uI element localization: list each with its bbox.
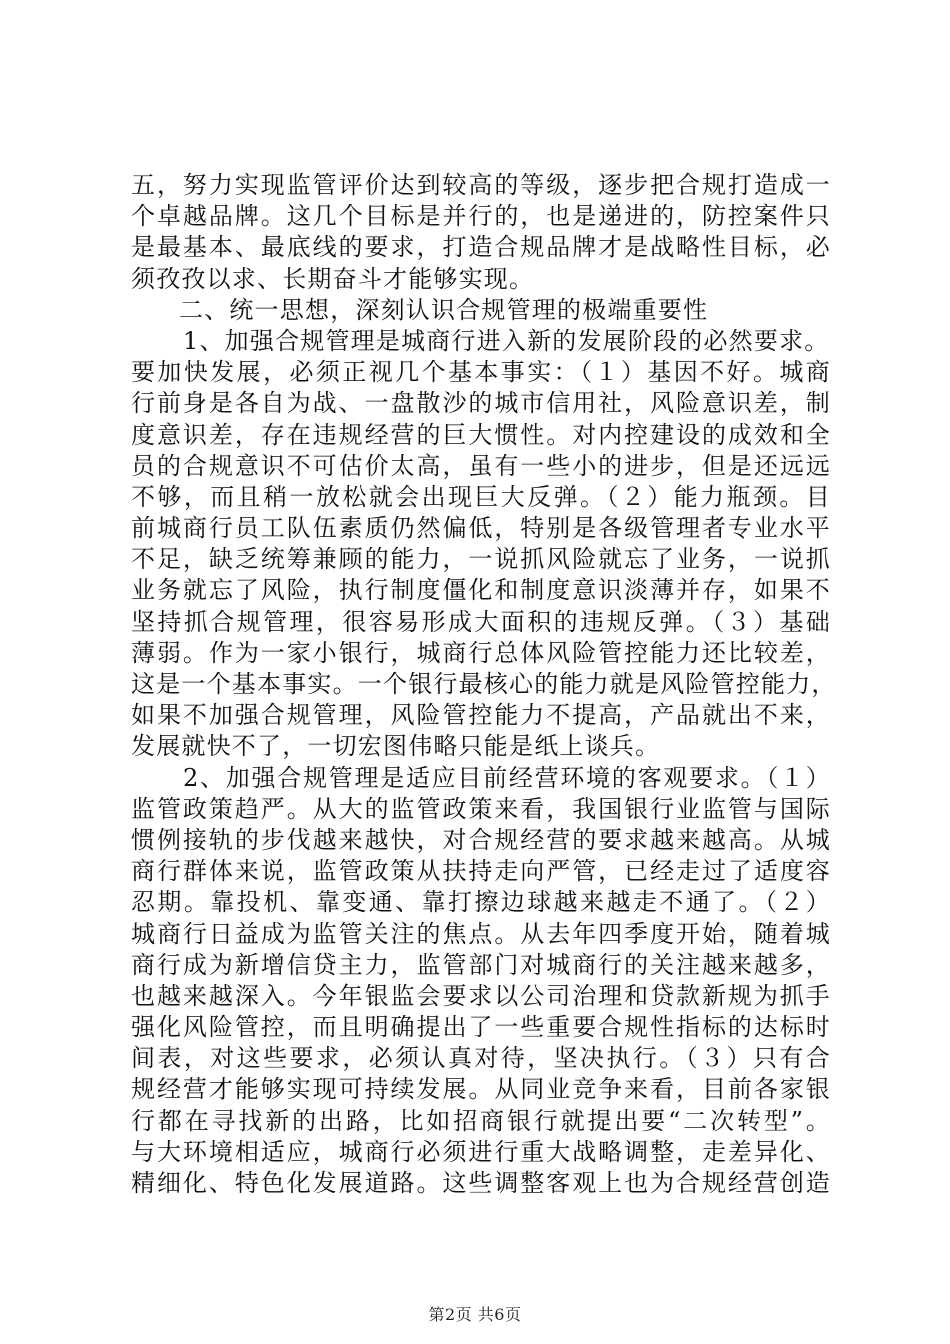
text-line: 五，努力实现监管评价达到较高的等级，逐步把合规打造成一 <box>131 171 831 199</box>
text-line: 不足，缺乏统筹兼顾的能力，一说抓风险就忘了业务，一说抓 <box>131 545 831 574</box>
text-line: 精细化、特色化发展道路。这些调整客观上也为合规经营创造 <box>131 1169 831 1197</box>
text-line: 间表，对这些要求，必须认真对待，坚决执行。（３）只有合 <box>131 1044 831 1073</box>
text-line: 与大环境相适应，城商行必须进行重大战略调整，走差异化、 <box>131 1137 831 1166</box>
text-line: 发展就快不了，一切宏图伟略只能是纸上谈兵。 <box>131 732 661 761</box>
text-line: 行都在寻找新的出路，比如招商银行就提出要“二次转型”。 <box>131 1106 831 1135</box>
text-line: 前城商行员工队伍素质仍然偏低，特别是各级管理者专业水平 <box>131 514 831 543</box>
text-line: 也越来越深入。今年银监会要求以公司治理和贷款新规为抓手 <box>131 981 831 1010</box>
text-line: 坚持抓合规管理，很容易形成大面积的违规反弹。（３）基础 <box>131 607 831 636</box>
text-line: 个卓越品牌。这几个目标是并行的，也是递进的，防控案件只 <box>131 202 831 231</box>
text-line: 商行群体来说，监管政策从扶持走向严管，已经走过了适度容 <box>131 857 831 886</box>
text-line: 须孜孜以求、长期奋斗才能够实现。 <box>131 264 535 293</box>
text-line: 薄弱。作为一家小银行，城商行总体风险管控能力还比较差， <box>131 638 831 667</box>
text-line: 商行成为新增信贷主力，监管部门对城商行的关注越来越多， <box>131 950 831 979</box>
text-line: 强化风险管控，而且明确提出了一些重要合规性指标的达标时 <box>131 1013 831 1042</box>
text-line: 员的合规意识不可估价太高，虽有一些小的进步，但是还远远 <box>131 451 831 480</box>
text-line: 1、加强合规管理是城商行进入新的发展阶段的必然要求。 <box>183 326 830 355</box>
text-line: 城商行日益成为监管关注的焦点。从去年四季度开始，随着城 <box>131 919 831 948</box>
text-line: 忍期。靠投机、靠变通、靠打擦边球越来越走不通了。（２） <box>131 888 831 917</box>
text-line: 监管政策趋严。从大的监管政策来看，我国银行业监管与国际 <box>131 794 831 823</box>
text-line: 二、统一思想，深刻认识合规管理的极端重要性 <box>179 295 709 324</box>
text-line: 业务就忘了风险，执行制度僵化和制度意识淡薄并存，如果不 <box>131 576 831 605</box>
text-line: 度意识差，存在违规经营的巨大惯性。对内控建设的成效和全 <box>131 420 831 449</box>
text-line: 是最基本、最底线的要求，打造合规品牌才是战略性目标，必 <box>131 233 831 262</box>
text-line: 如果不加强合规管理，风险管控能力不提高，产品就出不来， <box>131 701 831 730</box>
text-line: 这是一个基本事实。一个银行最核心的能力就是风险管控能力， <box>131 670 837 698</box>
page-number-footer: 第2页 共6页 <box>428 1305 522 1324</box>
text-line: 要加快发展，必须正视几个基本事实：（１）基因不好。城商 <box>131 358 831 387</box>
document-body <box>131 170 837 1199</box>
text-line: 不够，而且稍一放松就会出现巨大反弹。（２）能力瓶颈。目 <box>131 482 831 511</box>
text-line: 惯例接轨的步伐越来越快，对合规经营的要求越来越高。从城 <box>131 825 831 854</box>
text-line: 2、加强合规管理是适应目前经营环境的客观要求。（１） <box>183 763 831 792</box>
text-line: 规经营才能够实现可持续发展。从同业竞争来看，目前各家银 <box>131 1075 831 1104</box>
text-line: 行前身是各自为战、一盘散沙的城市信用社，风险意识差，制 <box>131 389 831 418</box>
